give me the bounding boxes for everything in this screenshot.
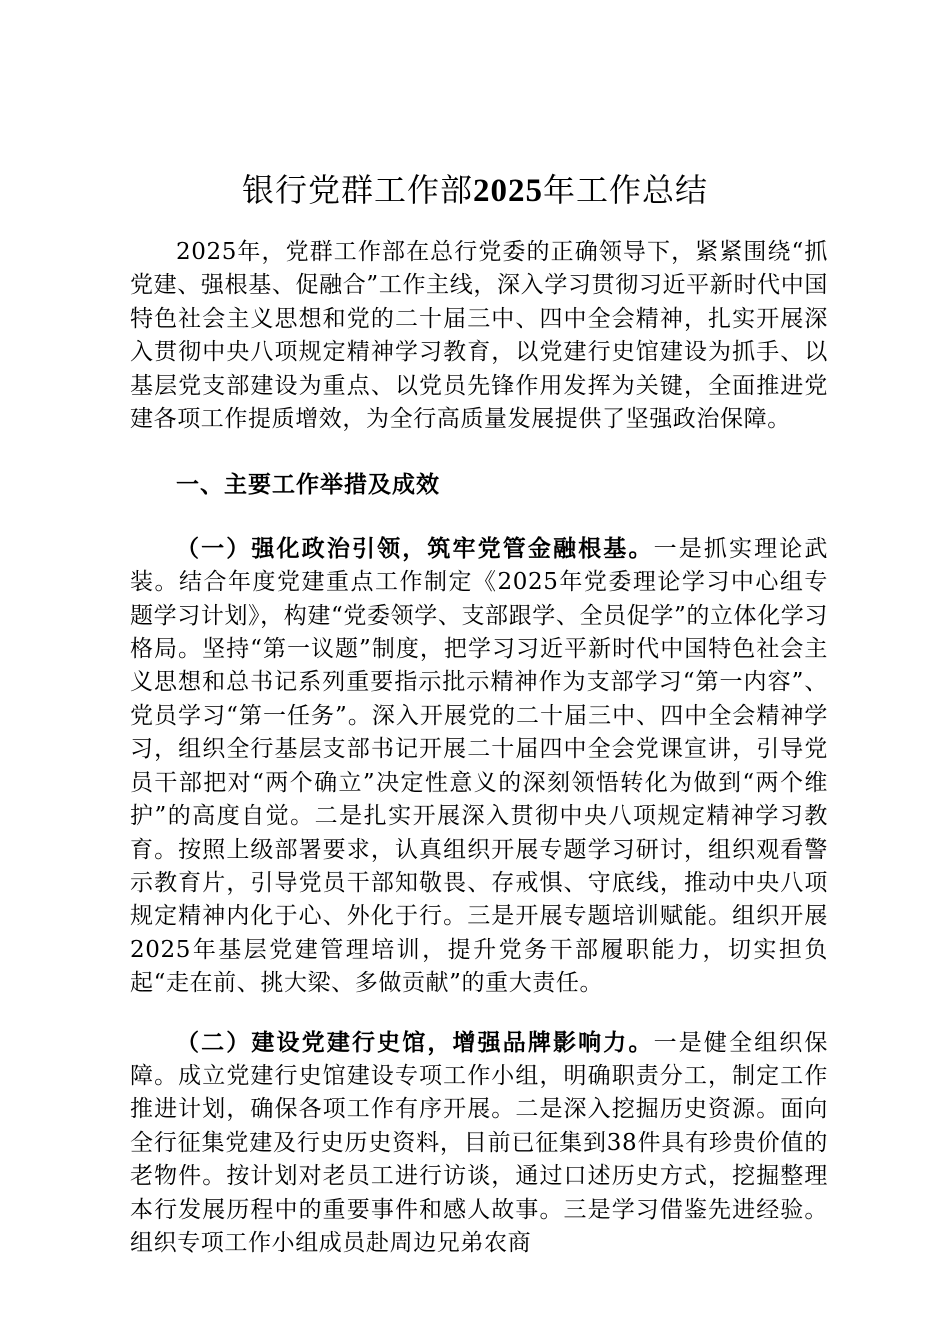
item-2-body: 一是健全组织保障。成立党建行史馆建设专项工作小组，明确职责分工，制定工作推进计划，确保各项工作有序开展。二是深入挖掘历史资源。面向全行征集党建及行史历史资料，目前已征集到38件具有珍贵价值的老物件。按计划对老员工进行访谈，通过口述历史方式，挖掘整理本行发展历程中的重要事件和感人故事。三是学习借鉴先进经验。组织专项工作小组成员赴周边兄弟农商 (130, 1029, 828, 1256)
title-year: 2025 (473, 173, 543, 209)
title-prefix: 银行党群工作部 (241, 171, 473, 209)
document-title (0, 168, 950, 213)
item-1-lead: （一）强化政治引领，筑牢党管金融根基。 (176, 535, 654, 562)
spacer (130, 1001, 828, 1027)
item-1-body: 一是抓实理论武装。结合年度党建重点工作制定《2025年党委理论学习中心组专题学习计划》，构建“党委领学、支部跟学、全员促学”的立体化学习格局。坚持“第一议题”制度，把学习习近平新时代中国特色社会主义思想和总书记系列重要指示批示精神作为支部学习“第一内容”、党员学习“第一任务”。深入开展党的二十届三中、四中全会精神学习，组织全行基层支部书记开展二十届四中全会党课宣讲，引导党员干部把对“两个确立”决定性意义的深刻领悟转化为做到“两个维护”的高度自觉。二是扎实开展深入贯彻中央八项规定精神学习教育。按照上级部署要求，认真组织开展专题学习研讨，组织观看警示教育片，引导党员干部知敬畏、存戒惧、守底线，推动中央八项规定精神内化于心、外化于行。三是开展专题培训赋能。组织开展2025年基层党建管理培训，提升党务干部履职能力，切实担负起“走在前、挑大梁、多做贡献”的重大责任。 (130, 535, 828, 997)
item-2-lead: （二）建设党建行史馆，增强品牌影响力。 (176, 1029, 654, 1056)
title-suffix: 年工作总结 (543, 171, 709, 209)
item-2-paragraph (130, 1027, 828, 1261)
intro-paragraph: 2025年，党群工作部在总行党委的正确领导下，紧紧围绕“抓党建、强根基、促融合”工作主线，深入学习贯彻习近平新时代中国特色社会主义思想和党的二十届三中、四中全会精神，扎实开展深入贯彻中央八项规定精神学习教育，以党建行史馆建设为抓手、以基层党支部建设为重点、以党员先锋作用发挥为关键，全面推进党建各项工作提质增效，为全行高质量发展提供了坚强政治保障。 (130, 239, 828, 433)
item-1-paragraph (130, 533, 828, 1001)
spacer (130, 436, 828, 469)
section-heading: 一、主要工作举措及成效 (176, 472, 440, 499)
document-body (130, 236, 828, 1260)
spacer (130, 503, 828, 533)
